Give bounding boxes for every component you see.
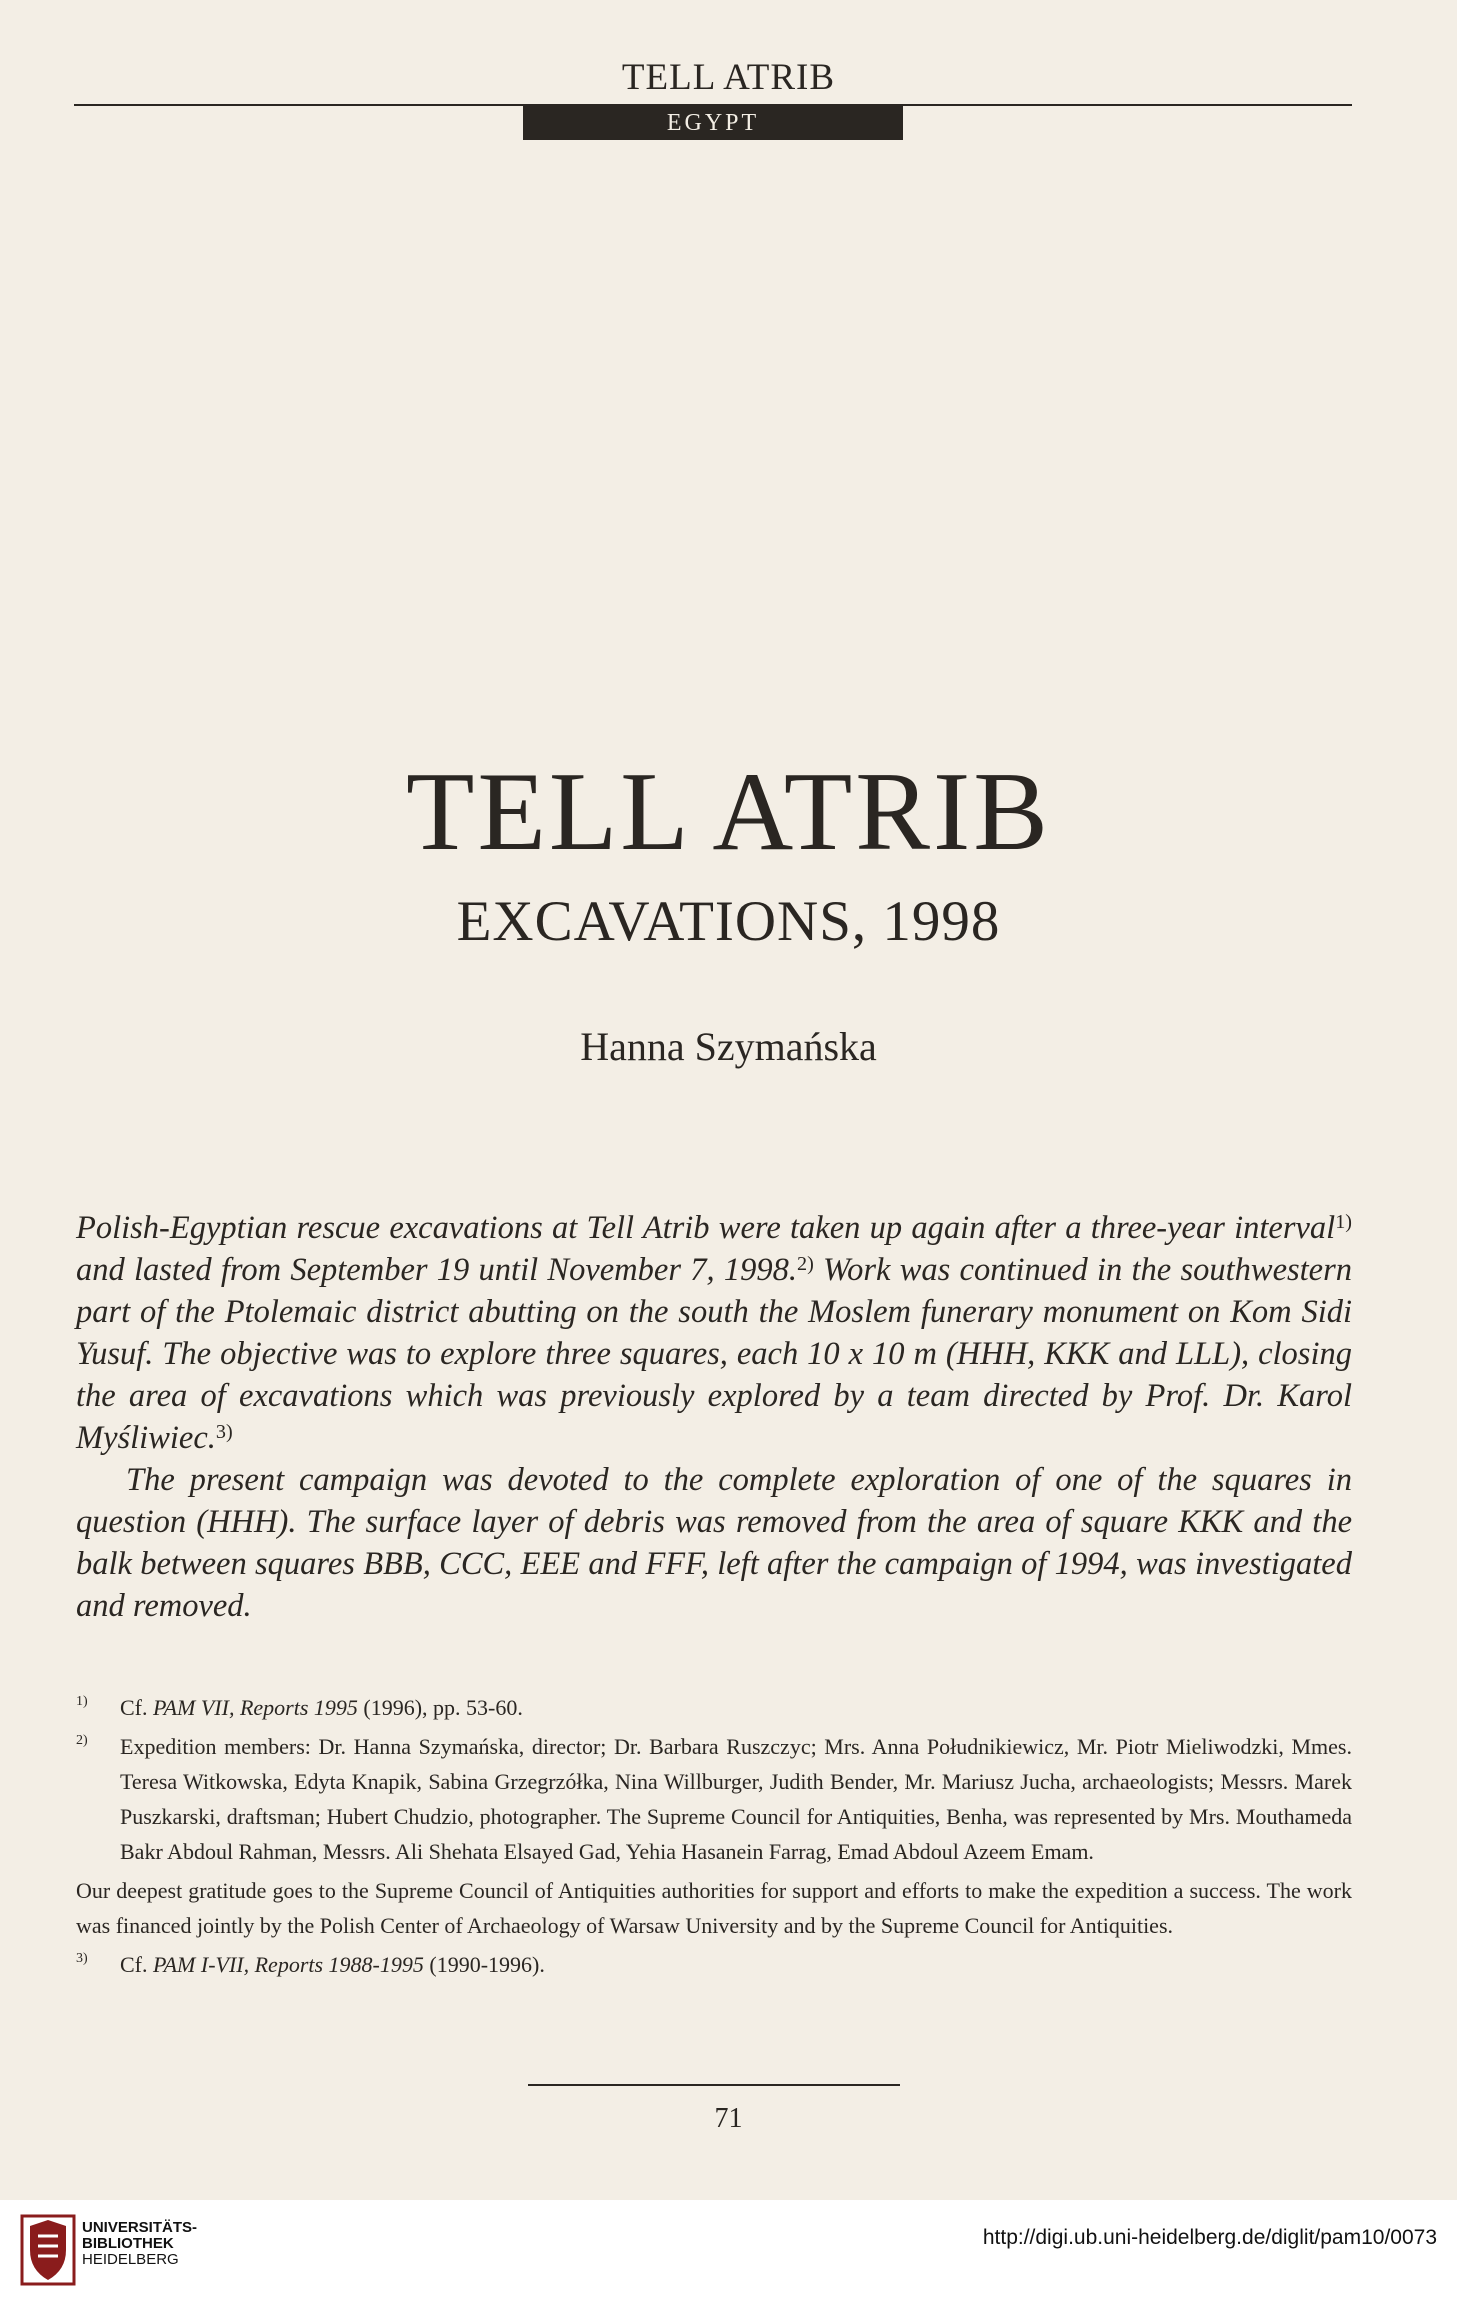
footnote-ref-2[interactable]: 2) xyxy=(797,1252,814,1275)
abstract-paragraph-2: The present campaign was devoted to the complete exploration of one of the squares in question (HHH). The surface layer of debris was removed from the area of square KKK and the balk between squares BBB, CCC, EEE and FFF, left after the campaign of 1994, was investigated and removed. xyxy=(76,1462,1352,1624)
article-subtitle: EXCAVATIONS, 1998 xyxy=(456,890,1001,953)
footnote-mark: 3) xyxy=(76,1951,88,1966)
author-name: Hanna Szymańska xyxy=(580,1024,877,1069)
footnote-ref-3[interactable]: 3) xyxy=(215,1420,233,1443)
footnote-ref-1[interactable]: 1) xyxy=(1335,1210,1352,1233)
footnote-text xyxy=(120,1690,1352,1725)
footnotes xyxy=(76,1690,1352,1982)
abstract-paragraph-1 xyxy=(76,1207,1352,1459)
library-name-line: BIBLIOTHEK xyxy=(82,2235,174,2252)
library-name-line: UNIVERSITÄTS- xyxy=(82,2219,198,2236)
footnote-text: Expedition members: Dr. Hanna Szymańska, director; Dr. Barbara Ruszczyc; Mrs. Anna Południkiewicz, Mr. Piotr Mieliwodzki, Mmes. Teresa Witkowska, Edyta Knapik, Sabina Grzegrzółka, Nina Willburger, Judith Bender, Mr. Mariusz Jucha, archaeologists; Messrs. Marek Puszkarski, draftsman; Hubert Chudzio, photographer. The Supreme Council for Antiquities, Benha, was represented by Mrs. Mouthameda Bakr Abdoul Rahman, Messrs. Ali Shehata Elsayed Gad, Yehia Hasanein Farrag, Emad Abdoul Azeem Emam. xyxy=(120,1734,1352,1864)
footnote-mark: 2) xyxy=(76,1733,88,1748)
abstract-text: Work was continued in the southwestern part of the Ptolemaic district abutting on the south the Moslem funerary monument on Kom Sidi Yusuf. The objective was to explore three squares, each 10 x 10 m (HHH, KKK and LLL), closing the area of excavations which was previously explored by a team directed by Prof. Dr. Karol Myśliwiec. xyxy=(76,1252,1353,1456)
library-footer-bar xyxy=(0,2200,1457,2306)
abstract-text: and lasted from September 19 until November 7, 1998. xyxy=(76,1252,797,1288)
footer-rule xyxy=(528,2084,900,2086)
footnote-text-part: (1996), pp. 53-60. xyxy=(357,1695,523,1720)
footnote-mark: 1) xyxy=(76,1694,88,1709)
footnote-gratitude: Our deepest gratitude goes to the Supreme Council of Antiquities authorities for support and efforts to make the expedition a success. The work was financed jointly by the Polish Center of Archaeology of Warsaw University and by the Supreme Council for Antiquities. xyxy=(76,1878,1352,1938)
library-name xyxy=(82,2220,197,2268)
abstract xyxy=(76,1207,1352,1627)
page-number: 71 xyxy=(714,2103,743,2134)
footnote-text-part: (1990-1996). xyxy=(423,1952,545,1977)
abstract-text: Polish-Egyptian rescue excavations at Tell Atrib were taken up again after a three-year interval xyxy=(76,1210,1336,1246)
footnote-text-part: Cf. xyxy=(120,1695,153,1720)
running-title: TELL ATRIB xyxy=(621,57,836,98)
footnote-3 xyxy=(76,1947,1352,1982)
library-name-line: HEIDELBERG xyxy=(82,2251,179,2268)
footnote-2 xyxy=(76,1729,1352,1869)
footnote-1 xyxy=(76,1690,1352,1725)
footnote-citation: PAM I-VII, Reports 1988-1995 xyxy=(153,1952,424,1977)
library-logo-icon[interactable] xyxy=(20,2214,76,2286)
source-url-link[interactable]: http://digi.ub.uni-heidelberg.de/diglit/pam10/0073 xyxy=(982,2226,1437,2249)
footnote-citation: PAM VII, Reports 1995 xyxy=(153,1695,358,1720)
footnote-text-part: Cf. xyxy=(120,1952,153,1977)
section-tab: EGYPT xyxy=(523,106,903,140)
footnote-text xyxy=(120,1947,1352,1982)
article-title: TELL ATRIB xyxy=(406,750,1051,874)
